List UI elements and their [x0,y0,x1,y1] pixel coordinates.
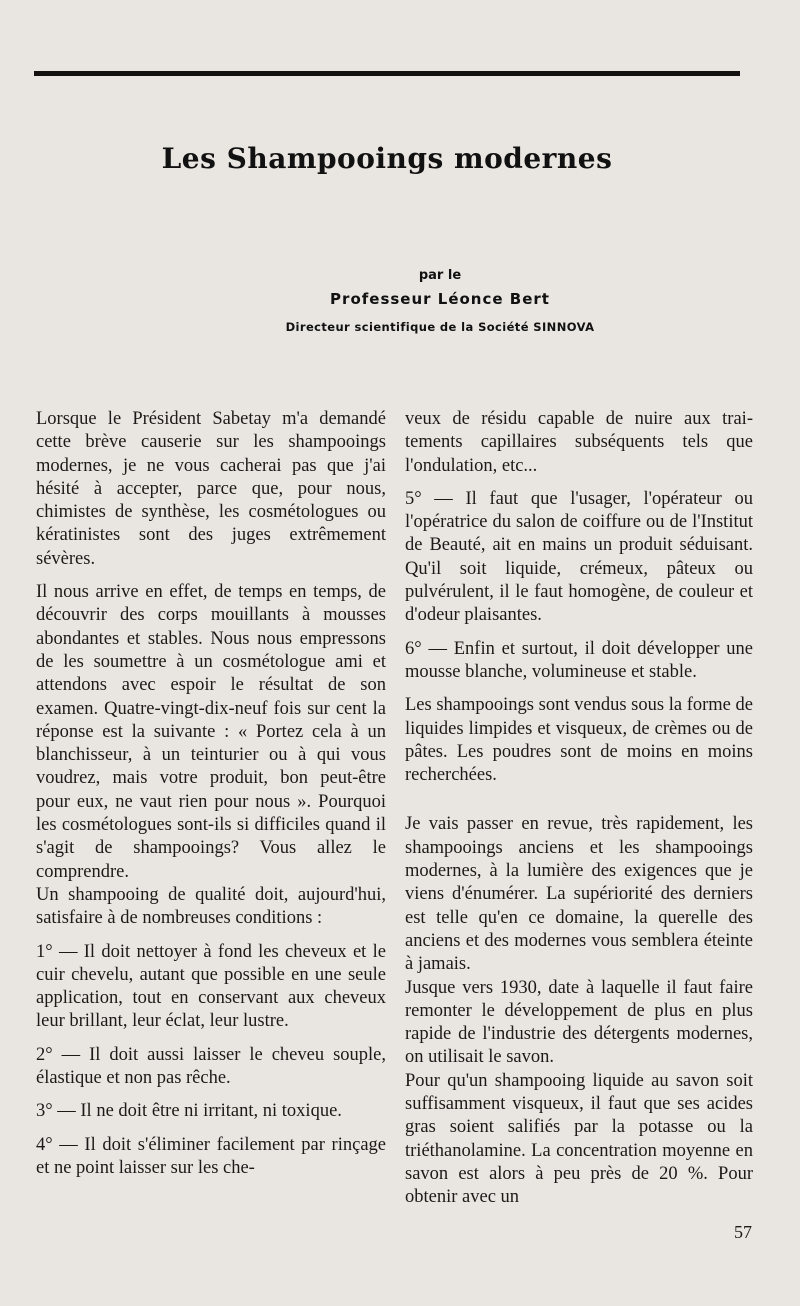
condition-6: 6° — Enfin et surtout, il doit développer une mousse blanche, volumineuse et stable. [405,638,753,682]
byline-par: par le [418,268,462,283]
paragraph-soap: Pour qu'un shampooing liquide au savon soit suffisamment visqueux, il faut que ses acides gras soient salifiés par la potasse ou la triéthanolamine. La concentration moyenne en savon est alors à peu près de 20 %. Pour obtenir avec un [405,1070,753,1208]
paragraph-history: Jusque vers 1930, date à laquelle il faut faire remonter le développement de plus en plus rapide de l'industrie des détergents modernes, on utilisait le savon. [405,977,753,1068]
right-column [405,408,753,1220]
condition-2: 2° — Il doit aussi laisser le cheveu souple, élastique et non pas rêche. [36,1044,386,1089]
condition-5: 5° — Il faut que l'usager, l'opérateur ou l'opératrice du salon de coiffure ou de l'Institut de Beauté, ait en mains un produit séduisant. Qu'il soit liquide, crémeux, pâteux ou pulvérulent, il le faut homogène, de couleur et d'odeur plaisantes. [405,488,753,626]
article-title: Les Shampooings modernes [161,142,613,175]
author-name: Professeur Léonce Bert [330,290,550,308]
paragraph-review: Je vais passer en revue, très rapidement, les shampooings anciens et les shampooings modernes, à la lumière des exigences que je viens d'énumérer. La supériorité des derniers est telle qu'en ce domaine, la querelle des anciens et des modernes vous semblera éteinte à jamais. [405,814,753,975]
condition-3: 3° — Il ne doit être ni irritant, ni toxique. [36,1101,342,1122]
top-rule [34,71,740,76]
paragraph-conditions: Un shampooing de qualité doit, aujourd'hui, satisfaire à de nombreuses conditions : [36,884,386,929]
paragraph-forms: Les shampooings sont vendus sous la forme de liquides limpides et visqueux, de crèmes ou de pâtes. Les poudres sont de moins en moins recherchées. [405,695,753,786]
condition-4-continued: veux de résidu capable de nuire aux traitements capillaires subséquents tels que l'ondulation, etc... [405,409,753,476]
left-column [36,408,386,1190]
page-number: 57 [734,1222,752,1242]
paragraph-cosmetologists: Il nous arrive en effet, de temps en temps, de découvrir des corps mouillants à mousses abondantes et stables. Nous nous empressons de les soumettre à un cosmétologue ami et attendons avec espoir le résultat de son examen. Quatre-vingt-dix-neuf fois sur cent la réponse est la suivante : « Portez cela à un blanchisseur, à un teinturier ou à qui vous voudrez, mais votre produit, bon peut-être pour eux, ne vaut rien pour nous ». Pourquoi les cosmétologues sont-ils si difficiles quand il s'agit de shampooings? Vous allez le comprendre. [36,582,386,882]
paragraph-intro: Lorsque le Président Sabetay m'a demandé cette brève causerie sur les shampooings modernes, je ne vous cacherai pas que j'ai hésité à accepter, parce que, pour nous, chimistes de synthèse, les cosmétologues ou kératinistes sont des juges extrêmement sévères. [36,409,386,569]
condition-4: 4° — Il doit s'éliminer facilement par rinçage et ne point laisser sur les che- [36,1134,386,1178]
condition-1: 1° — Il doit nettoyer à fond les cheveux et le cuir chevelu, autant que possible en une seule application, tout en conservant aux cheveux leur brillant, leur éclat, leur lustre. [36,941,386,1032]
author-role: Directeur scientifique de la Société SINNOVA [285,320,595,334]
